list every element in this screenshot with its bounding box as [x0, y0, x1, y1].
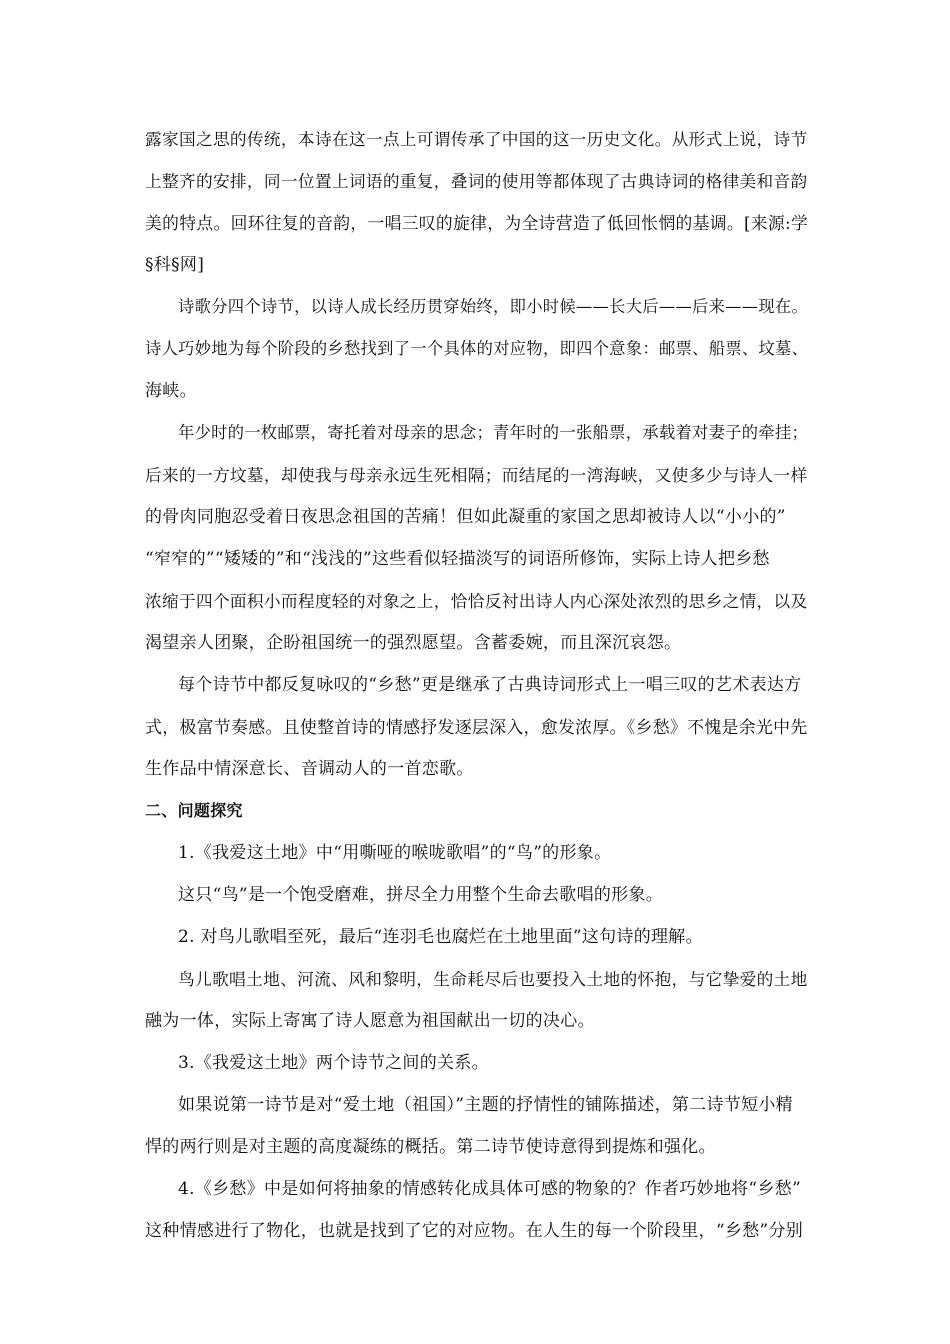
section-heading: 二、问题探究: [145, 801, 243, 820]
body-text-line: §科§网]: [145, 255, 205, 275]
question-line: 3.《我爱这土地》两个诗节之间的关系。: [178, 1053, 489, 1073]
body-text-line: “窄窄的”“矮矮的”和“浅浅的”这些看似轻描淡写的词语所修饰，实际上诗人把乡愁: [145, 549, 770, 569]
paragraph-start-line: 每个诗节中都反复咏叹的“乡愁”更是继承了古典诗词形式上一唱三叹的艺术表达方: [178, 675, 802, 695]
answer-line: 如果说第一诗节是对“爱土地（祖国）”主题的抒情性的铺陈描述，第二诗节短小精: [178, 1095, 793, 1115]
body-text-line: 的骨肉同胞忍受着日夜思念祖国的苦痛！但如此凝重的家国之思却被诗人以“小小的”: [145, 507, 786, 527]
body-text-line: 上整齐的安排，同一位置上词语的重复，叠词的使用等都体现了古典诗词的格律美和音韵: [145, 171, 808, 191]
body-text-line: 悍的两行则是对主题的高度凝练的概括。第二诗节使诗意得到提炼和强化。: [145, 1137, 716, 1157]
body-text-line: 后来的一方坟墓，却使我与母亲永远生死相隔；而结尾的一湾海峡，又使多少与诗人一样: [145, 465, 808, 485]
paragraph-start-line: 年少时的一枚邮票，寄托着对母亲的思念；青年时的一张船票，承载着对妻子的牵挂；: [178, 423, 809, 442]
body-text-line: 式，极富节奏感。且使整首诗的情感抒发逐层深入，愈发浓厚。《乡愁》不愧是余光中先: [145, 717, 808, 737]
body-text-line: 诗人巧妙地为每个阶段的乡愁找到了一个具体的对应物，即四个意象：邮票、船票、坟墓、: [145, 339, 809, 358]
paragraph-start-line: 诗歌分四个诗节，以诗人成长经历贯穿始终，即小时候——长大后——后来——现在。: [178, 297, 809, 316]
body-text-line: 海峡。: [145, 381, 197, 401]
body-text-line: 美的特点。回环往复的音韵，一唱三叹的旋律，为全诗营造了低回怅惘的基调。[来源:学: [145, 213, 809, 233]
answer-line: 鸟儿歌唱土地、河流、风和黎明，生命耗尽后也要投入土地的怀抱，与它挚爱的土地: [178, 969, 808, 989]
question-line: 1.《我爱这土地》中“用嘶哑的喉咙歌唱”的“鸟”的形象。: [178, 843, 612, 863]
question-line: 4.《乡愁》中是如何将抽象的情感转化成具体可感的物象的？作者巧妙地将“乡愁”: [178, 1179, 801, 1199]
answer-line: 这只“鸟”是一个饱受磨难，拼尽全力用整个生命去歌唱的形象。: [178, 885, 664, 905]
question-line: 2. 对鸟儿歌唱至死，最后“连羽毛也腐烂在土地里面”这句诗的理解。: [178, 927, 703, 947]
body-text-line: 露家国之思的传统，本诗在这一点上可谓传承了中国的这一历史文化。从形式上说，诗节: [145, 129, 808, 149]
body-text-line: 生作品中情深意长、音调动人的一首恋歌。: [145, 759, 474, 779]
body-text-line: 渴望亲人团聚，企盼祖国统一的强烈愿望。含蓄委婉，而且深沉哀怨。: [145, 633, 682, 653]
body-text-line: 这种情感进行了物化，也就是找到了它的对应物。在人生的每一个阶段里，“乡愁”分别: [145, 1221, 804, 1241]
body-text-line: 融为一体，实际上寄寓了诗人愿意为祖国献出一切的决心。: [145, 1011, 595, 1031]
body-text-line: 浓缩于四个面积小而程度轻的对象之上，恰恰反衬出诗人内心深处浓烈的思乡之情，以及: [145, 591, 808, 611]
